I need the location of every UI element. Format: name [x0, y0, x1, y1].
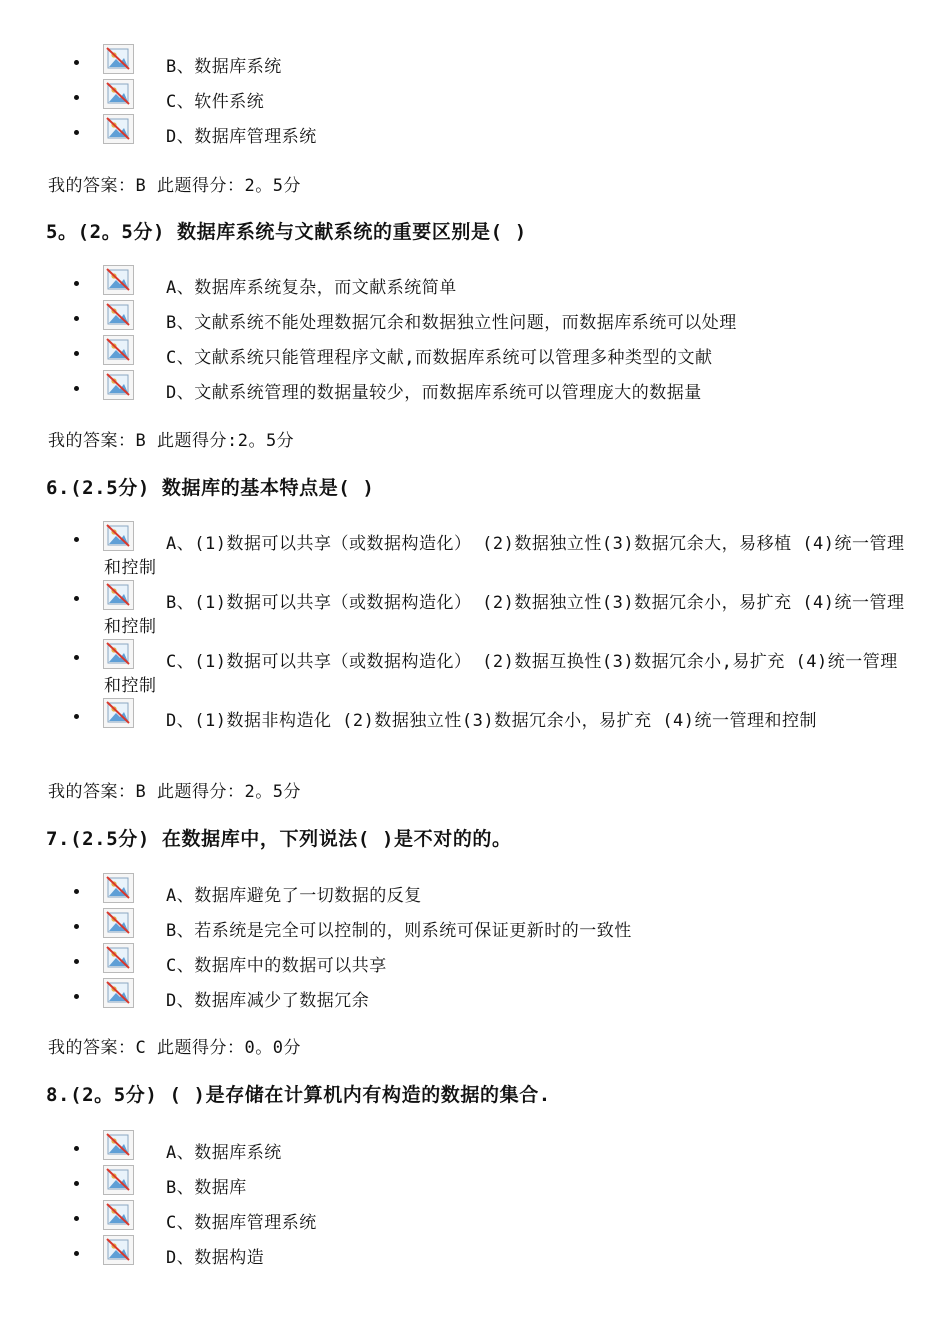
option-text: C、(1)数据可以共享（或数据构造化） (2)数据互换性(3)数据冗余小,易扩充 (4)统一管理和控制 [104, 652, 898, 696]
broken-image-icon [103, 335, 134, 365]
option-text: D、数据库管理系统 [166, 127, 317, 147]
q4-answer: 我的答案：B 此题得分：2。5分 [48, 176, 301, 196]
q5-answer: 我的答案：B 此题得分:2。5分 [48, 431, 295, 451]
option-text: B、数据库系统 [166, 57, 282, 77]
broken-image-icon [103, 1235, 134, 1265]
q7-answer: 我的答案：C 此题得分：0。0分 [48, 1038, 301, 1058]
option-text: D、(1)数据非构造化 (2)数据独立性(3)数据冗余小，易扩充 (4)统一管理和控制 [166, 711, 818, 731]
q5-options [0, 265, 950, 405]
q8-option-a[interactable] [0, 1130, 950, 1165]
broken-image-icon [103, 873, 134, 903]
q4-option-b[interactable] [0, 44, 950, 79]
broken-image-icon [103, 698, 134, 728]
bullet [74, 596, 79, 601]
broken-image-icon [103, 521, 134, 551]
q8-option-b[interactable] [0, 1165, 950, 1200]
broken-image-icon [103, 265, 134, 295]
option-text: A、(1)数据可以共享（或数据构造化） (2)数据独立性(3)数据冗余大，易移植 (4)统一管理和控制 [104, 534, 905, 578]
broken-image-icon [103, 370, 134, 400]
bullet [74, 386, 79, 391]
q7-option-d[interactable] [0, 978, 950, 1013]
q5-option-d[interactable] [0, 370, 950, 405]
bullet [74, 95, 79, 100]
option-text: B、(1)数据可以共享（或数据构造化） (2)数据独立性(3)数据冗余小，易扩充 (4)统一管理和控制 [104, 593, 905, 637]
q7-options [0, 873, 950, 1013]
broken-image-icon [103, 1200, 134, 1230]
q6-answer: 我的答案：B 此题得分：2。5分 [48, 782, 301, 802]
broken-image-icon [103, 908, 134, 938]
bullet [74, 316, 79, 321]
q7-option-a[interactable] [0, 873, 950, 908]
bullet [74, 281, 79, 286]
q5-option-c[interactable] [0, 335, 950, 370]
q6-option-b[interactable] [0, 580, 950, 639]
bullet [74, 1251, 79, 1256]
bullet [74, 959, 79, 964]
option-text: B、文献系统不能处理数据冗余和数据独立性问题，而数据库系统可以处理 [166, 313, 737, 333]
option-text: A、数据库系统复杂，而文献系统简单 [166, 278, 457, 298]
q5-option-a[interactable] [0, 265, 950, 300]
broken-image-icon [103, 79, 134, 109]
option-text: C、数据库管理系统 [166, 1213, 317, 1233]
bullet [74, 351, 79, 356]
broken-image-icon [103, 639, 134, 669]
option-text: D、数据库减少了数据冗余 [166, 991, 370, 1011]
option-text: D、文献系统管理的数据量较少，而数据库系统可以管理庞大的数据量 [166, 383, 702, 403]
q8-options [0, 1130, 950, 1270]
broken-image-icon [103, 978, 134, 1008]
broken-image-icon [103, 44, 134, 74]
q8-title: 8.(2。5分) ( )是存储在计算机内有构造的数据的集合. [46, 1084, 551, 1106]
bullet [74, 714, 79, 719]
option-text: C、软件系统 [166, 92, 265, 112]
bullet [74, 1146, 79, 1151]
bullet [74, 1216, 79, 1221]
broken-image-icon [103, 1130, 134, 1160]
option-text: A、数据库系统 [166, 1143, 282, 1163]
broken-image-icon [103, 300, 134, 330]
q6-title: 6.(2.5分) 数据库的基本特点是( ) [46, 477, 375, 499]
option-text: A、数据库避免了一切数据的反复 [166, 886, 422, 906]
broken-image-icon [103, 1165, 134, 1195]
option-text: B、若系统是完全可以控制的，则系统可保证更新时的一致性 [166, 921, 632, 941]
option-text: C、文献系统只能管理程序文献,而数据库系统可以管理多种类型的文献 [166, 348, 713, 368]
q6-option-a[interactable] [0, 521, 950, 580]
bullet [74, 994, 79, 999]
bullet [74, 924, 79, 929]
broken-image-icon [103, 943, 134, 973]
q5-option-b[interactable] [0, 300, 950, 335]
bullet [74, 60, 79, 65]
q6-option-c[interactable] [0, 639, 950, 698]
option-text: D、数据构造 [166, 1248, 265, 1268]
q7-option-b[interactable] [0, 908, 950, 943]
bullet [74, 655, 79, 660]
q5-title: 5。(2。5分) 数据库系统与文献系统的重要区别是( ) [46, 221, 527, 243]
q6-option-d[interactable] [0, 698, 950, 756]
bullet [74, 130, 79, 135]
q7-title: 7.(2.5分) 在数据库中，下列说法( )是不对的的。 [46, 828, 512, 850]
broken-image-icon [103, 114, 134, 144]
bullet [74, 889, 79, 894]
q4-option-c[interactable] [0, 79, 950, 114]
q8-option-c[interactable] [0, 1200, 950, 1235]
broken-image-icon [103, 580, 134, 610]
q7-option-c[interactable] [0, 943, 950, 978]
option-text: C、数据库中的数据可以共享 [166, 956, 387, 976]
q8-option-d[interactable] [0, 1235, 950, 1270]
q4-options [0, 44, 950, 149]
q4-option-d[interactable] [0, 114, 950, 149]
option-text: B、数据库 [166, 1178, 247, 1198]
q6-options [0, 521, 950, 756]
bullet [74, 1181, 79, 1186]
bullet [74, 537, 79, 542]
